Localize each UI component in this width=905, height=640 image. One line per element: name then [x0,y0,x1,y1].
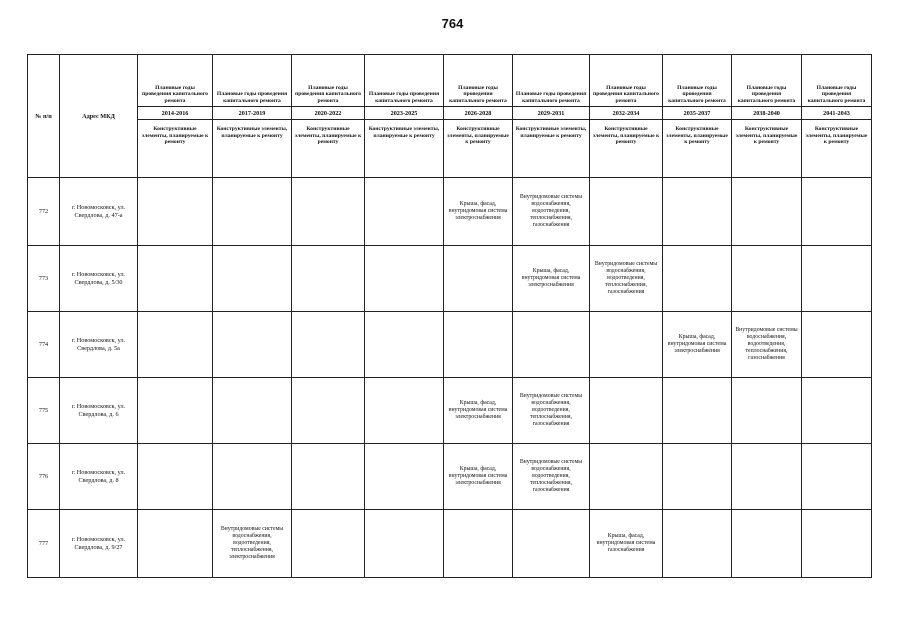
period-title: Плановые годы проведения капитального ремонта [590,55,663,107]
period-title: Плановые годы проведения капитального ремонта [138,55,213,107]
row-address: г. Новомосковск, ул. Свердлова, д. 9/27 [60,510,138,578]
work-cell: Внутридомовые системы водоснабжения, водоотведения, теплоснабжения, газоснабжения [513,444,590,510]
work-cell [802,510,872,578]
page-number: 764 [441,16,464,31]
elements-label: Конструктивные элементы, планируемые к ремонту [292,120,365,178]
elements-label: Конструктивные элементы, планируемые к ремонту [365,120,444,178]
row-number: 773 [28,246,60,312]
capital-repair-schedule-table [27,54,872,578]
work-cell [590,178,663,246]
work-cell [802,378,872,444]
elements-label: Конструктивные элементы, планируемые к ремонту [138,120,213,178]
work-cell [292,312,365,378]
period-title: Плановые годы проведения капитального ремонта [663,55,732,107]
row-address: г. Новомосковск, ул. Свердлова, д. 8 [60,444,138,510]
work-cell [292,378,365,444]
work-cell [590,378,663,444]
work-cell [365,312,444,378]
work-cell [213,312,292,378]
elements-label: Конструктивные элементы, планируемые к ремонту [444,120,513,178]
work-cell [802,246,872,312]
period-years: 2020-2022 [292,107,365,120]
row-address: г. Новомосковск, ул. Свердлова, д. 47-а [60,178,138,246]
work-cell [802,312,872,378]
period-years: 2038-2040 [732,107,802,120]
column-header-number: № п/п [28,55,60,178]
period-title: Плановые годы проведения капитального ремонта [732,55,802,107]
period-title: Плановые годы проведения капитального ремонта [802,55,872,107]
row-number: 774 [28,312,60,378]
work-cell [213,178,292,246]
table-row [28,246,872,312]
work-cell: Крыша, фасад, внутридомовая система электроснабжения [663,312,732,378]
work-cell [213,444,292,510]
header-years-row [28,107,872,120]
work-cell [365,246,444,312]
work-cell [213,378,292,444]
work-cell [590,312,663,378]
period-years: 2023-2025 [365,107,444,120]
period-title: Плановые годы проведения капитального ремонта [513,55,590,107]
elements-label: Конструктивные элементы, планируемые к ремонту [732,120,802,178]
work-cell [138,510,213,578]
row-number: 777 [28,510,60,578]
elements-label: Конструктивные элементы, планируемые к ремонту [213,120,292,178]
work-cell [732,178,802,246]
period-years: 2032-2034 [590,107,663,120]
period-years: 2041-2043 [802,107,872,120]
work-cell [213,246,292,312]
column-header-address: Адрес МКД [60,55,138,178]
row-number: 776 [28,444,60,510]
work-cell: Внутридомовые системы водоснабжения, водоотведения, теплоснабжения, газоснабжения [513,378,590,444]
row-address: г. Новомосковск, ул. Свердлова, д. 5/30 [60,246,138,312]
work-cell [292,246,365,312]
work-cell [663,246,732,312]
work-cell [365,510,444,578]
work-cell [513,312,590,378]
period-title: Плановые годы проведения капитального ремонта [365,55,444,107]
table-row [28,378,872,444]
work-cell [138,246,213,312]
table-row [28,510,872,578]
row-number: 772 [28,178,60,246]
work-cell [292,178,365,246]
work-cell [138,378,213,444]
work-cell: Внутридомовые системы водоснабжения, водоотведения, теплоснабжения, газоснабжения [590,246,663,312]
work-cell: Крыша, фасад, внутридомовая система электроснабжения [444,378,513,444]
work-cell [732,510,802,578]
elements-label: Конструктивные элементы, планируемые к ремонту [590,120,663,178]
elements-label: Конструктивные элементы, планируемые к ремонту [802,120,872,178]
work-cell: Крыша, фасад, внутридомовая система электроснабжения [444,444,513,510]
row-address: г. Новомосковск, ул. Свердлова, д. 6 [60,378,138,444]
work-cell [138,178,213,246]
period-years: 2035-2037 [663,107,732,120]
work-cell: Крыша, фасад, внутридомовая система электроснабжения [513,246,590,312]
period-title: Плановые годы проведения капитального ремонта [292,55,365,107]
work-cell [138,312,213,378]
elements-label: Конструктивные элементы, планируемые к ремонту [513,120,590,178]
work-cell [444,510,513,578]
work-cell [663,510,732,578]
work-cell: Внутридомовые системы водоснабжения, водоотведения, теплоснабжения, газоснабжения [732,312,802,378]
work-cell [732,444,802,510]
work-cell [663,378,732,444]
work-cell [292,510,365,578]
table-row [28,444,872,510]
work-cell: Внутридомовые системы водоснабжения, водоотведения, теплоснабжения, газоснабжения [513,178,590,246]
work-cell [590,444,663,510]
header-title-row [28,55,872,107]
work-cell [444,246,513,312]
work-cell: Крыша, фасад, внутридомовая система газоснабжения [590,510,663,578]
row-address: г. Новомосковск, ул. Свердлова, д. 5а [60,312,138,378]
period-years: 2029-2031 [513,107,590,120]
work-cell [365,378,444,444]
work-cell [513,510,590,578]
work-cell [292,444,365,510]
work-cell: Внутридомовые системы водоснабжения, водоотведения, теплоснабжения, электроснабжения [213,510,292,578]
header-elements-row [28,120,872,178]
work-cell [802,444,872,510]
work-cell [444,312,513,378]
elements-label: Конструктивные элементы, планируемые к ремонту [663,120,732,178]
period-years: 2026-2028 [444,107,513,120]
work-cell [365,178,444,246]
work-cell [732,246,802,312]
work-cell [663,444,732,510]
work-cell: Крыша, фасад, внутридомовая система электроснабжения [444,178,513,246]
period-title: Плановые годы проведения капитального ремонта [213,55,292,107]
work-cell [802,178,872,246]
table-row [28,178,872,246]
period-years: 2017-2019 [213,107,292,120]
work-cell [732,378,802,444]
period-years: 2014-2016 [138,107,213,120]
work-cell [663,178,732,246]
period-title: Плановые годы проведения капитального ремонта [444,55,513,107]
table-row [28,312,872,378]
row-number: 775 [28,378,60,444]
work-cell [365,444,444,510]
work-cell [138,444,213,510]
